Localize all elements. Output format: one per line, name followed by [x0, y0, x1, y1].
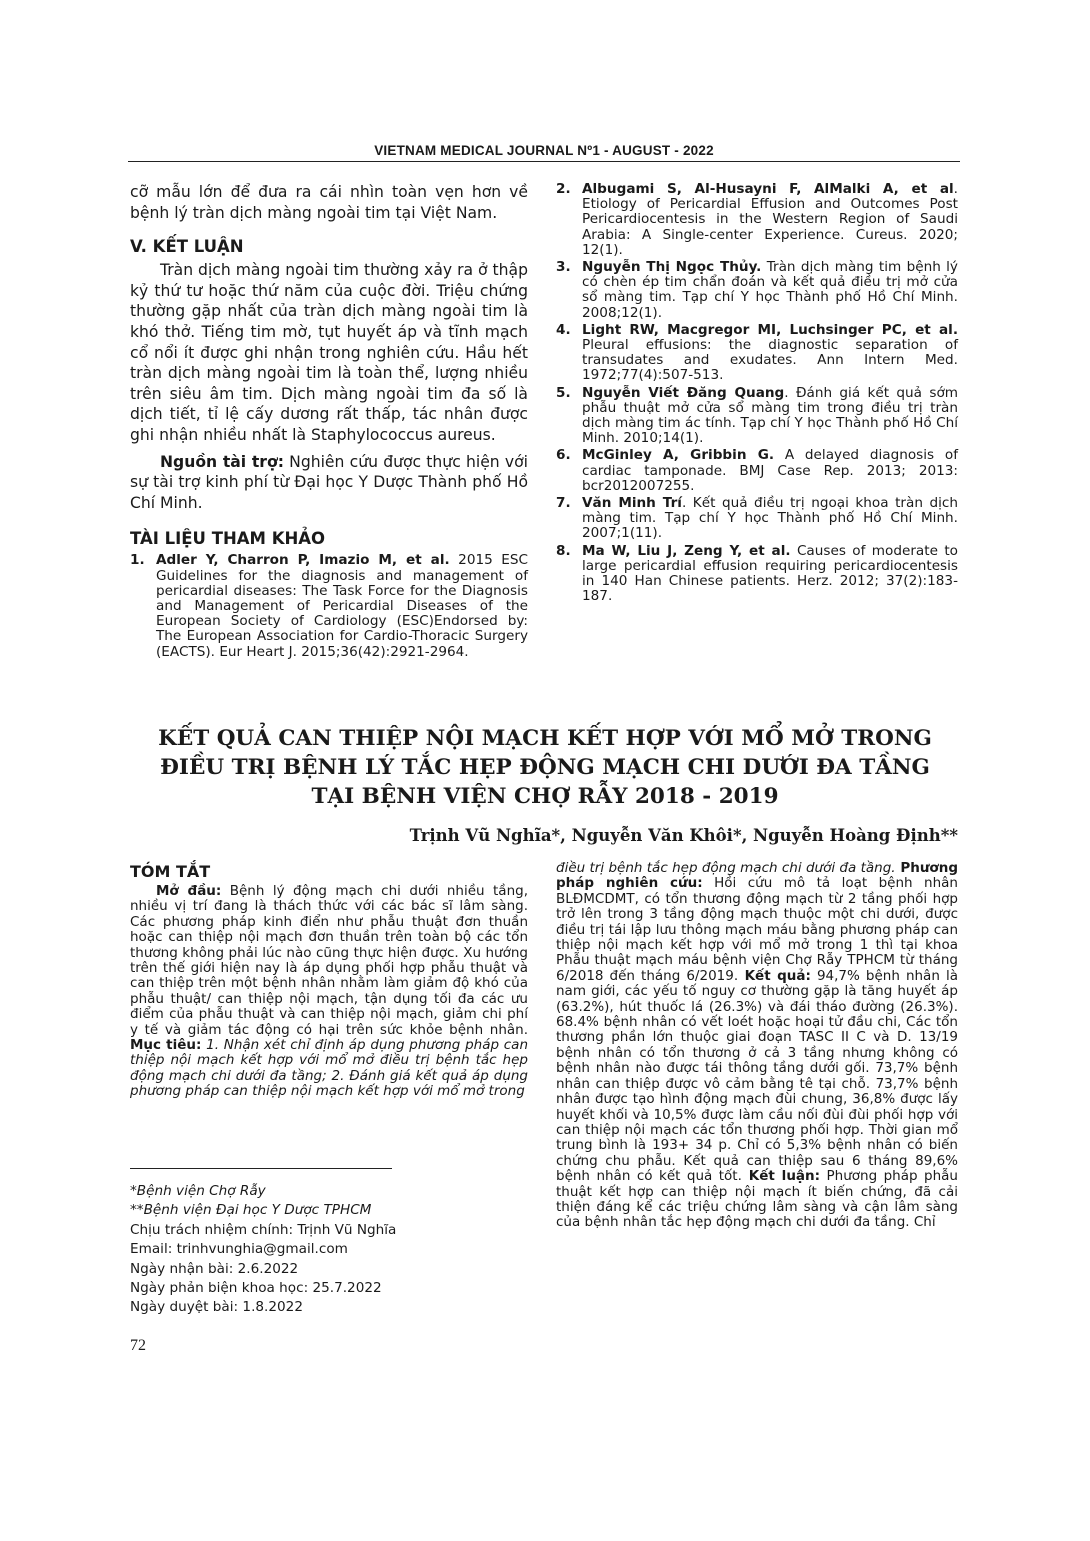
- reference-item: [130, 553, 528, 659]
- reference-item: [556, 323, 958, 384]
- abstract-left: [130, 862, 528, 1100]
- page-number: 72: [130, 1337, 146, 1354]
- reference-number: 1.: [130, 552, 145, 569]
- reference-number: 3.: [556, 259, 571, 276]
- reference-number: 7.: [556, 495, 571, 512]
- reference-authors: Albugami S, Al-Husayni F, AlMalki A, et al: [582, 181, 954, 197]
- reference-item: [556, 448, 958, 494]
- reference-text: . Etiology of Pericardial Effusion and Outcomes Post Pericardiocentesis in the Western Region of Saudi Arabia: A Single-center Experience. Cureus. 2020; 12(1).: [582, 181, 958, 258]
- references-heading: TÀI LIỆU THAM KHẢO: [130, 529, 326, 549]
- title-line: TẠI BỆNH VIỆN CHỢ RẪY 2018 - 2019: [311, 784, 779, 809]
- abstract-right-paragraph: [556, 861, 958, 1231]
- reference-item: [556, 496, 958, 542]
- intro-paragraph: cỡ mẫu lớn để đưa ra cái nhìn toàn vẹn hơn về bệnh lý tràn dịch màng ngoài tim tại Việt Nam.: [130, 183, 528, 222]
- conclusion-text: Phương pháp phẫu thuật kết hợp can thiệp nội mạch ít biến chứng, đã cải thiện đáng kể các triệu chứng lâm sàng và cận lâm sàng của bệnh nhân tắc hẹp động mạch chi dưới đa tầng. Chỉ: [556, 1168, 958, 1231]
- date-received: Ngày nhận bài: 2.6.2022: [130, 1260, 299, 1277]
- right-references: [556, 182, 958, 606]
- reference-authors: Light RW, Macgregor MI, Luchsinger PC, et al.: [582, 321, 958, 338]
- reference-text: . Đánh giá kết quả sớm phẫu thuật mở cửa sổ màng tim trong điều trị tràn dịch màng tim ác tính. Tạp chí Y học Thành phố Hồ Chí Minh. 2010;14(1).: [582, 384, 959, 447]
- reference-text: Tràn dịch màng tim bệnh lý có chèn ép tim chẩn đoán và kết quả điều trị mở cửa sổ màng tim. Tạp chí Y học Thành phố Hồ Chí Minh. 2008;12(1).: [582, 259, 958, 321]
- abstract-heading: TÓM TẮT: [130, 862, 211, 881]
- results-label: Kết quả:: [738, 967, 811, 984]
- reference-text: Pleural effusions: the diagnostic separation of transudates and exudates. Ann Intern Med. 1972;77(4):507-513.: [582, 337, 958, 384]
- conclusion-label: Kết luận:: [741, 1168, 821, 1185]
- methods-label: Phương pháp nghiên cứu:: [556, 860, 958, 892]
- funding-text: Nghiên cứu được thực hiện với sự tài trợ kinh phí từ Đại học Y Dược Thành phố Hồ Chí Minh.: [130, 452, 528, 512]
- reference-authors: Adler Y, Charron P, Imazio M, et al.: [156, 552, 450, 569]
- email: Email: trinhvunghia@gmail.com: [130, 1241, 348, 1258]
- funding-paragraph: [130, 452, 528, 514]
- journal-header: VIETNAM MEDICAL JOURNAL Nº1 - AUGUST - 2022: [374, 143, 714, 158]
- responsible-author: Chịu trách nhiệm chính: Trịnh Vũ Nghĩa: [130, 1221, 397, 1238]
- header-rule: [128, 161, 960, 162]
- affiliation-1: *Bệnh viện Chợ Rẫy: [130, 1183, 266, 1199]
- article-title: [130, 724, 960, 811]
- footnote-rule: [130, 1168, 392, 1169]
- reference-authors: Nguyễn Thị Ngọc Thủy.: [582, 259, 762, 276]
- methods-text: Hồi cứu mô tả loạt bệnh nhân BLĐMCDMT, có tổn thương động mạch từ 2 tầng phối hợp trở lên trong 3 tầng động mạch thuộc một chi dưới, được điều trị tái lập lưu thông mạch máu bằng phương pháp can thiệp nội mạch kết hợp với mổ mở trong 1 thì tại khoa Phẫu thuật mạch máu bệnh viện Chợ Rẫy TPHCM từ tháng 6/2018 đến tháng 6/2019.: [556, 875, 958, 984]
- reference-number: 4.: [556, 321, 571, 338]
- reference-text: A delayed diagnosis of cardiac tamponade. BMJ Case Rep. 2013; 2013: bcr2012007255.: [582, 447, 958, 494]
- article-authors: Trịnh Vũ Nghĩa*, Nguyễn Văn Khôi*, Nguyễn Hoàng Định**: [409, 826, 958, 845]
- conclusion-heading: V. KẾT LUẬN: [130, 237, 244, 257]
- reference-number: 6.: [556, 447, 571, 464]
- left-column: [130, 182, 528, 662]
- reference-item: [556, 386, 958, 447]
- results-text: 94,7% bệnh nhân là nam giới, các yếu tố nguy cơ thường gặp là tăng huyết áp (63.2%), hút thuốc lá (26.3%) và đái tháo đường (26.3%). 68.4% bệnh nhân có vết loét hoặc hoại tử đầu chi, Các tổn thương phần lớn thuộc giai đoạn TASC II C và D. 13/19 bệnh nhân có tổn thương ở cả 3 tầng nhưng không có bệnh nhân nào được tái thông tầng dưới gối. 73,7% bệnh nhân can thiệp được vô cảm bằng tê tại chỗ. 73,7% bệnh nhân được tạo hình động mạch đùi chung, 36,8% được lấy huyết khối và 10,5% được làm cầu nối đùi đùi phối hợp với can thiệp nội mạch các tổn thương phối hợp. Thời gian mổ trung bình là 193+ 34 p. Chỉ có 5,3% bệnh nhân có biến chứng chu phẫu. Kết quả can thiệp sau 6 tháng 89,6% bệnh nhân có kết quả tốt.: [556, 967, 958, 1185]
- title-line: ĐIỀU TRỊ BỆNH LÝ TẮC HẸP ĐỘNG MẠCH CHI DƯỚI ĐA TẦNG: [160, 755, 930, 780]
- reference-number: 2.: [556, 181, 571, 197]
- reference-item: [556, 260, 958, 321]
- objective-text: 1. Nhận xét chỉ định áp dụng phương pháp can thiệp nội mạch kết hợp với mổ mở điều trị bệnh tắc hẹp động mạch chi dưới đa tầng; 2. Đánh giá kết quả áp dụng phương pháp can thiệp nội mạch kết hợp với mổ mở trong: [130, 1037, 529, 1100]
- reference-text: Causes of moderate to large pericardial effusion requiring pericardiocentesis in 140 Han Chinese patients. Herz. 2012; 37(2):183-187.: [582, 542, 958, 605]
- reference-authors: McGinley A, Gribbin G.: [582, 447, 775, 464]
- reference-authors: Ma W, Liu J, Zeng Y, et al.: [582, 542, 791, 559]
- objective-continued: điều trị bệnh tắc hẹp động mạch chi dưới đa tầng.: [556, 860, 896, 876]
- title-line: KẾT QUẢ CAN THIỆP NỘI MẠCH KẾT HỢP VỚI MỔ MỞ TRONG: [158, 726, 932, 751]
- abstract-left-paragraph: [130, 884, 528, 1100]
- affiliation-2: **Bệnh viện Đại học Y Dược TPHCM: [130, 1202, 372, 1219]
- reference-text: . Kết quả điều trị ngoại khoa tràn dịch màng tim. Tạp chí Y học Thành phố Hồ Chí Minh. 2007;1(11).: [582, 495, 958, 542]
- funding-label: Nguồn tài trợ:: [160, 452, 284, 471]
- reference-number: 5.: [556, 384, 571, 401]
- conclusion-paragraph: Tràn dịch màng ngoài tim thường xảy ra ở thập kỷ thứ tư hoặc thứ năm của cuộc đời. Triệu chứng thường gặp nhất của tràn dịch màng ngoài tim là khó thở. Tiếng tim mờ, tụt huyết áp và tĩnh mạch cổ nổi ít được ghi nhận trong nghiên cứu. Hầu hết tràn dịch màng ngoài tim là toàn thể, lượng nhiều trên siêu âm tim. Dịch màng ngoài tim đa số là dịch tiết, tỉ lệ cấy dương rất thấp, tác nhân được ghi nhận nhiều nhất là Staphylococcus aureus.: [130, 261, 528, 444]
- reference-item: [556, 544, 958, 605]
- date-reviewed: Ngày phản biện khoa học: 25.7.2022: [130, 1280, 382, 1297]
- footnotes: [130, 1182, 528, 1318]
- reference-text: 2015 ESC Guidelines for the diagnosis and management of pericardial diseases: The Task Force for the Diagnosis and Management of Pericardial Diseases of the European Society of Cardiology (ESC)Endorsed by: The European Association for Cardio-Thoracic Surgery (EACTS). Eur Heart J. 2015;36(42):2921-2964.: [156, 552, 528, 660]
- intro-text: Bệnh lý động mạch chi dưới nhiều tầng, nhiều vị trí đang là thách thức với các bác sĩ lâm sàng. Các phương pháp kinh điển như phẫu thuật đơn thuần hoặc can thiệp nội mạch đơn thuần trên toàn bộ các tổn thương không phải lúc nào cũng thực hiện được. Xu hướng trên thế giới hiện nay là áp dụng phối hợp phẫu thuật và can thiệp trên một bệnh nhân nhằm làm giảm độ khó của phẫu thuật/ can thiệp nội mạch, tận dụng tối đa các ưu điểm của phẫu thuật và can thiệp nội mạch, giảm chi phí y tế và giảm tác động có hại trên sức khỏe bệnh nhân.: [130, 883, 528, 1038]
- reference-item: [556, 182, 958, 258]
- reference-number: 8.: [556, 542, 571, 559]
- intro-label: Mở đầu:: [156, 883, 222, 899]
- reference-authors: Nguyễn Viết Đăng Quang: [582, 384, 785, 401]
- objective-label: Mục tiêu:: [130, 1037, 202, 1054]
- date-accepted: Ngày duyệt bài: 1.8.2022: [130, 1299, 303, 1316]
- abstract-right: [556, 861, 958, 1231]
- reference-authors: Văn Minh Trí: [582, 495, 682, 512]
